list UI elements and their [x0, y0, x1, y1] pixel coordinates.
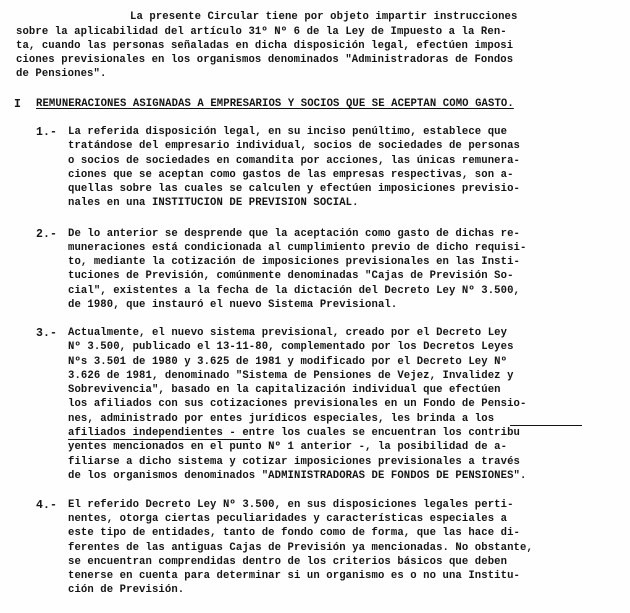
- item-2-line-3: to, mediante la cotización de imposiciones previsionales en las Insti-: [68, 256, 521, 268]
- item-1-line-1: La referida disposición legal, en su inciso penúltimo, establece que: [68, 126, 508, 138]
- item-1-line-4: ciones que se aceptan como gastos de las empresas respectivas, son a-: [68, 169, 514, 181]
- item-1-line-6: nales en una INSTITUCION DE PREVISION SOCIAL.: [68, 197, 359, 209]
- item-2-line-2: muneraciones está condicionada al cumplimiento previo de dicho requisi-: [68, 242, 527, 254]
- item-4-line-3: este tipo de entidades, tanto de fondo como de forma, que las hace di-: [68, 527, 521, 539]
- item-3-line-3: Nºs 3.501 de 1980 y 3.625 de 1981 y modificado por el Decreto Ley Nº: [68, 356, 508, 368]
- item-3-line-1: Actualmente, el nuevo sistema previsional, creado por el Decreto Ley: [68, 327, 508, 339]
- item-3-line-2: Nº 3.500, publicado el 13-11-80, complementado por los Decretos Leyes: [68, 341, 514, 353]
- item-3-line-9: yentes mencionados en el punto Nº 1 anterior -, la posibilidad de a-: [68, 441, 508, 453]
- item-2-line-1: De lo anterior se desprende que la aceptación como gasto de dichas re-: [68, 228, 521, 240]
- item-3-line-5: Sobrevivencia", basado en la capitalización individual que efectúen: [68, 384, 501, 396]
- underline-afiliados-independientes: [68, 439, 250, 440]
- intro-line-5: de Pensiones".: [16, 68, 107, 80]
- item-4-line-5: se encuentran comprendidas dentro de los criterios básicos que deben: [68, 556, 508, 568]
- item-3-line-8: afiliados independientes - entre los cuales se encuentran los contribu: [68, 427, 521, 439]
- item-3-line-6: los afiliados con sus cotizaciones previsionales en un Fondo de Pensio-: [68, 398, 527, 410]
- section-title: REMUNERACIONES ASIGNADAS A EMPRESARIOS Y SOCIOS QUE SE ACEPTAN COMO GASTO.: [36, 98, 514, 110]
- item-4-line-2: nentes, otorga ciertas peculiaridades y características especiales a: [68, 513, 508, 525]
- section-number: I: [14, 98, 22, 111]
- item-2-line-4: tuciones de Previsión, comúnmente denominadas "Cajas de Previsión So-: [68, 270, 514, 282]
- item-4-line-6: tenerse en cuenta para determinar si un organismo es o no una Institu-: [68, 570, 521, 582]
- item-4-number: 4.-: [36, 499, 58, 512]
- item-2-line-5: cial", existentes a la fecha de la dictación del Decreto Ley Nº 3.500,: [68, 285, 521, 297]
- intro-line-4: ciones previsionales en los organismos denominados "Administradoras de Fondos: [16, 54, 514, 66]
- item-4-line-1: El referido Decreto Ley Nº 3.500, en sus disposiciones legales perti-: [68, 499, 514, 511]
- item-1-number: 1.-: [36, 126, 58, 139]
- item-3-line-4: 3.626 de 1981, denominado "Sistema de Pensiones de Vejez, Invalidez y: [68, 370, 514, 382]
- intro-line-3: ta, cuando las personas señaladas en dicha disposición legal, efectúen imposi: [16, 40, 514, 52]
- item-3-line-10: filiarse a dicho sistema y cotizar imposiciones previsionales a través: [68, 456, 521, 468]
- intro-line-1: La presente Circular tiene por objeto impartir instrucciones: [130, 11, 518, 23]
- intro-line-2: sobre la aplicabilidad del artículo 31º Nº 6 de la Ley de Impuesto a la Ren-: [16, 26, 507, 38]
- item-1-line-2: tratándose del empresario individual, socios de sociedades de personas: [68, 140, 521, 152]
- item-4-line-4: ferentes de las antiguas Cajas de Previsión ya mencionadas. No obstante,: [68, 542, 533, 554]
- item-3-line-11: de los organismos denominados "ADMINISTRADORAS DE FONDOS DE PENSIONES".: [68, 470, 527, 482]
- underline-a-los: [510, 425, 582, 426]
- item-1-line-3: o socios de sociedades en comandita por acciones, las únicas remunera-: [68, 155, 521, 167]
- item-2-line-6: de 1980, que instauró el nuevo Sistema Previsional.: [68, 299, 398, 311]
- item-4-line-7: ción de Previsión.: [68, 584, 185, 596]
- item-3-number: 3.-: [36, 327, 58, 340]
- item-3-line-7: nes, administrado por entes jurídicos especiales, les brinda a los: [68, 413, 495, 425]
- item-1-line-5: quellas sobre las cuales se calculen y efectúen imposiciones previsio-: [68, 183, 521, 195]
- item-2-number: 2.-: [36, 228, 58, 241]
